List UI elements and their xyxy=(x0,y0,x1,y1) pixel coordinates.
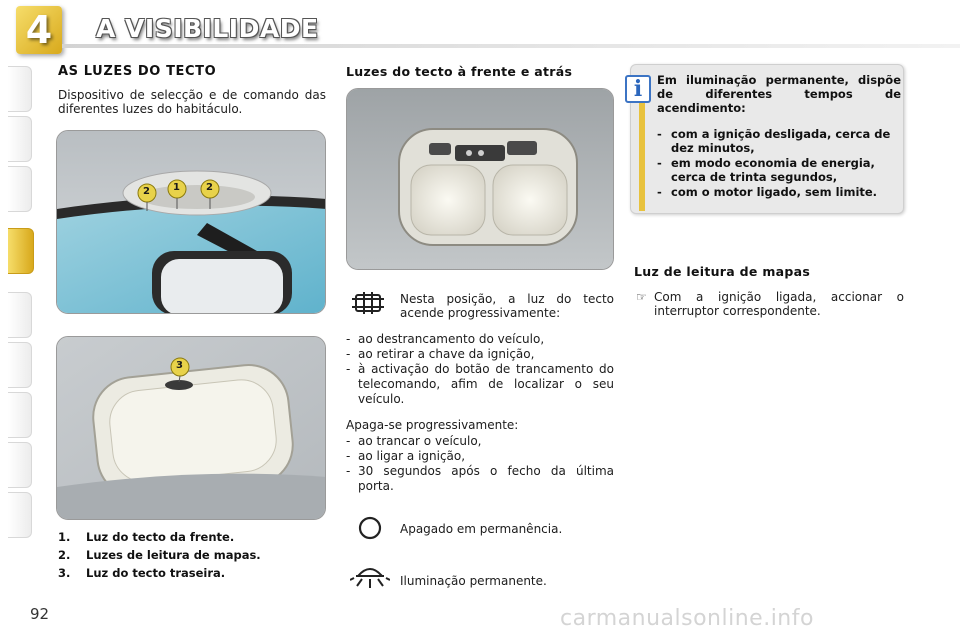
info-box xyxy=(630,64,904,214)
progressive-light-icon xyxy=(350,290,386,316)
pointing-hand-icon: ☞ xyxy=(636,290,647,304)
info-intro: Em iluminação permanente, dispõe de diferentes tempos de acendimento: xyxy=(657,73,901,115)
list-item: - ao retirar a chave da ignição, xyxy=(346,347,614,362)
section-title-map-lights: Luz de leitura de mapas xyxy=(634,264,811,279)
list-item: - ao destrancamento do veículo, xyxy=(346,332,614,347)
progressive-off-intro: Apaga-se progressivamente: xyxy=(346,418,519,432)
marker-label-3: 3 xyxy=(176,360,183,371)
side-tab-4-active[interactable] xyxy=(8,228,34,274)
watermark: carmanualsonline.info xyxy=(560,606,814,631)
info-icon: i xyxy=(625,75,651,103)
light-on-icon xyxy=(350,564,390,594)
page-title: A VISIBILIDADE xyxy=(96,14,319,43)
info-list xyxy=(657,127,901,200)
progressive-description: Nesta posição, a luz do tecto acende progressivamente: xyxy=(400,292,614,320)
info-list-item: - com a ignição desligada, cerca de dez minutos, xyxy=(657,127,901,155)
caption-item: 1. Luz do tecto da frente. xyxy=(58,530,235,544)
side-tab-8[interactable] xyxy=(8,442,32,488)
marker-label-2a: 2 xyxy=(143,186,150,197)
marker-label-1: 1 xyxy=(173,182,180,193)
chapter-tab xyxy=(16,6,62,54)
list-item: - à activação do botão de trancamento do telecomando, afim de localizar o seu veículo. xyxy=(346,362,614,407)
side-tab-3[interactable] xyxy=(8,166,32,212)
light-off-icon xyxy=(356,514,384,542)
intro-text: Dispositivo de selecção e de comando das diferentes luzes do habitáculo. xyxy=(58,88,326,116)
side-tab-7[interactable] xyxy=(8,392,32,438)
map-lights-instruction: Com a ignição ligada, accionar o interruptor correspondente. xyxy=(654,290,904,318)
side-tab-5[interactable] xyxy=(8,292,32,338)
page-number: 92 xyxy=(30,605,50,623)
caption-item: 2. Luzes de leitura de mapas. xyxy=(58,548,261,562)
caption-item: 3. Luz do tecto traseira. xyxy=(58,566,226,580)
list-item: - ao ligar a ignição, xyxy=(346,449,614,464)
front-ceiling-illustration xyxy=(56,130,326,314)
marker-label-2b: 2 xyxy=(206,182,213,193)
progressive-off-list xyxy=(346,434,614,494)
section-title-front-rear: Luzes do tecto à frente e atrás xyxy=(346,64,573,79)
illustration-captions xyxy=(58,528,261,582)
ceiling-lamp-closeup xyxy=(346,88,614,270)
list-item: - ao trancar o veículo, xyxy=(346,434,614,449)
page-header xyxy=(0,0,960,58)
light-on-description: Iluminação permanente. xyxy=(400,574,547,588)
header-rule xyxy=(62,44,960,48)
side-tab-2[interactable] xyxy=(8,116,32,162)
light-off-description: Apagado em permanência. xyxy=(400,522,563,536)
rear-ceiling-illustration xyxy=(56,336,326,520)
side-tab-1[interactable] xyxy=(8,66,32,112)
chapter-side-tabs xyxy=(0,60,34,580)
side-tab-6[interactable] xyxy=(8,342,32,388)
section-title-ceiling-lights: AS LUZES DO TECTO xyxy=(58,64,217,79)
info-list-item: - com o motor ligado, sem limite. xyxy=(657,185,901,199)
side-tab-9[interactable] xyxy=(8,492,32,538)
info-list-item: - em modo economia de energia, cerca de trinta segundos, xyxy=(657,156,901,184)
list-item: - 30 segundos após o fecho da última porta. xyxy=(346,464,614,494)
progressive-on-list xyxy=(346,332,614,407)
chapter-number: 4 xyxy=(25,8,53,52)
